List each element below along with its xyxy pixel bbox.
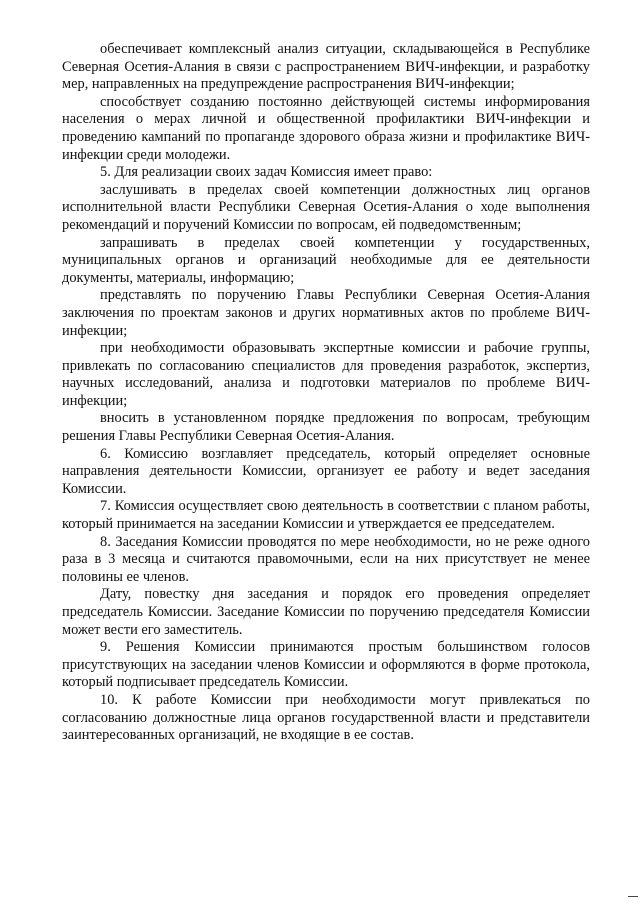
paragraph-hear-officials: заслушивать в пределах своей компетенции должностных лиц органов исполнительной власти Республики Северная Осетия-Алания о ходе выполнения рекомендаций и поручений Комиссии по вопросам, ей подведомственным; [62,181,590,233]
paragraph-request-documents: запрашивать в пределах своей компетенции у государственных, муниципальных органов и организаций необходимые для ее деятельности документы, материалы, информацию; [62,234,590,286]
page-edge-mark [628,896,638,897]
paragraph-section-5-title: 5. Для реализации своих задач Комиссия имеет право: [100,164,433,181]
paragraph-informing-system: способствует созданию постоянно действующей системы информирования населения о мерах личной и общественной профилактики ВИЧ-инфекции и проведению кампаний по пропаганде здорового образа жизни и профилактике ВИЧ-инфекции среди молодежи. [62,93,590,163]
document-body [62,41,590,745]
paragraph-submit-conclusions: представлять по поручению Главы Республики Северная Осетия-Алания заключения по проектам законов и других нормативных актов по проблеме ВИЧ-инфекции; [62,287,590,339]
paragraph-proposals: вносить в установленном порядке предложения по вопросам, требующим решения Главы Республики Северная Осетия-Алания. [62,410,590,445]
paragraph-agenda: Дату, повестку дня заседания и порядок его проведения определяет председатель Комиссии. Заседание Комиссии по поручению председателя Комиссии может вести его заместитель. [62,586,590,638]
paragraph-section-7: 7. Комиссия осуществляет свою деятельность в соответствии с планом работы, который принимается на заседании Комиссии и утверждается ее председателем. [62,498,590,533]
paragraph-section-8: 8. Заседания Комиссии проводятся по мере необходимости, но не реже одного раза в 3 месяца и считаются правомочными, если на них присутствует не менее половины ее членов. [62,533,590,585]
paragraph-expert-commissions: при необходимости образовывать экспертные комиссии и рабочие группы, привлекать по согласованию специалистов для проведения разработок, экспертиз, научных исследований, анализа и подготовки материалов по проблеме ВИЧ-инфекции; [62,340,590,409]
paragraph-section-9: 9. Решения Комиссии принимаются простым большинством голосов присутствующих на заседании членов Комиссии и оформляются в форме протокола, который подписывает председатель Комиссии. [62,639,590,691]
paragraph-section-10: 10. К работе Комиссии при необходимости могут привлекаться по согласованию должностные лица органов государственной власти и представители заинтересованных организаций, не входящие в ее состав. [62,691,590,744]
paragraph-section-6: 6. Комиссию возглавляет председатель, который определяет основные направления деятельности Комиссии, организует ее работу и ведет заседания Комиссии. [62,445,590,497]
paragraph-analysis: обеспечивает комплексный анализ ситуации, складывающейся в Республике Северная Осетия-Алания в связи с распространением ВИЧ-инфекции, и разработку мер, направленных на предупреждение распространения ВИЧ-инфекции; [62,41,590,93]
